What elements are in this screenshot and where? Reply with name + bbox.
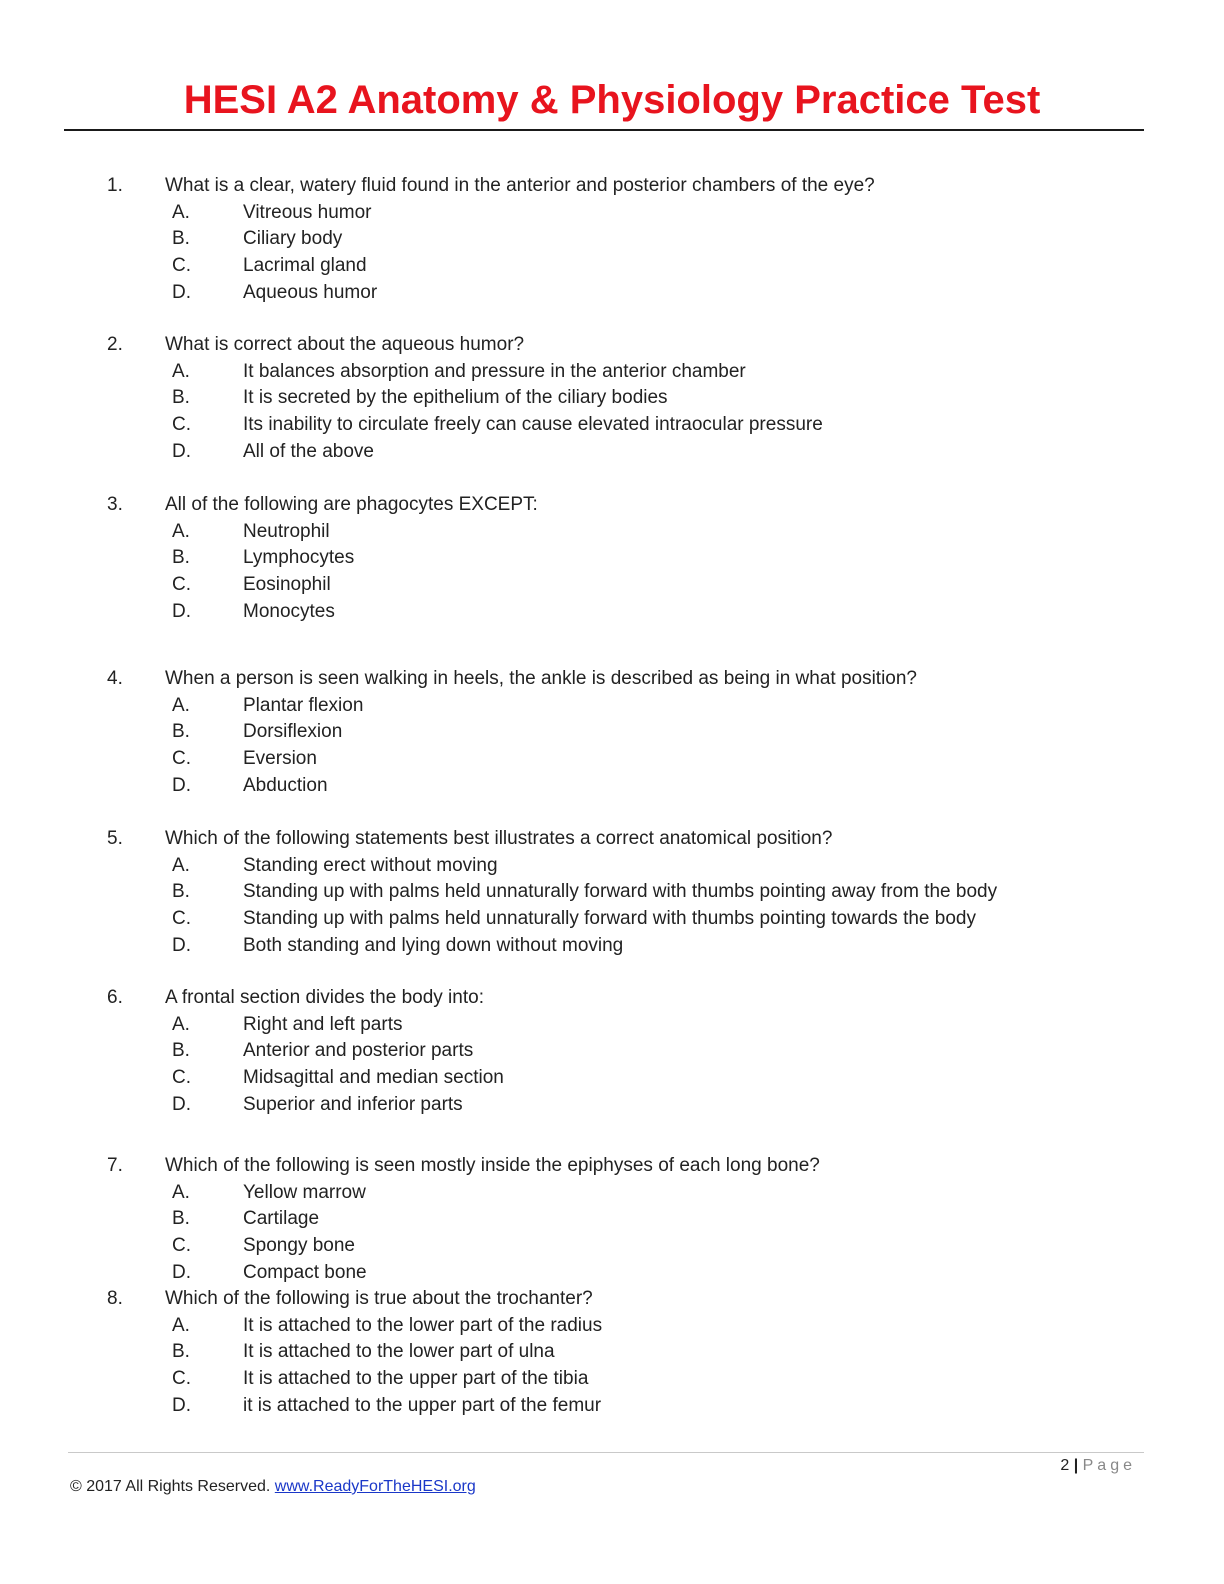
answer-option [0, 1393, 1224, 1420]
question-7 [0, 1153, 1224, 1286]
question-text: When a person is seen walking in heels, the ankle is described as being in what position? [165, 668, 918, 689]
answer-option [0, 1012, 1224, 1039]
option-letter: B. [172, 387, 190, 409]
answer-option [0, 253, 1224, 280]
option-text: Monocytes [243, 600, 335, 622]
option-letter: C. [172, 1368, 191, 1390]
option-text: It is attached to the lower part of ulna [243, 1341, 555, 1363]
option-letter: B. [172, 881, 190, 903]
answer-option [0, 359, 1224, 386]
option-letter: C. [172, 748, 191, 770]
option-letter: C. [172, 414, 191, 436]
option-letter: B. [172, 1341, 190, 1363]
option-letter: D. [172, 1261, 191, 1283]
question-3 [0, 492, 1224, 625]
option-text: Dorsiflexion [243, 721, 343, 743]
page-title: HESI A2 Anatomy & Physiology Practice Test [183, 78, 1041, 122]
question-text: All of the following are phagocytes EXCEPT: [165, 494, 538, 515]
question-2 [0, 332, 1224, 465]
option-text: Aqueous humor [243, 281, 378, 303]
question-number: 5. [107, 828, 123, 849]
question-text: Which of the following is true about the trochanter? [165, 1288, 593, 1309]
question-line [0, 985, 1224, 1012]
option-letter: D. [172, 600, 191, 622]
page-number: 2 [1060, 1457, 1070, 1474]
option-text: Eosinophil [243, 574, 331, 596]
option-letter: C. [172, 574, 191, 596]
option-text: Compact bone [243, 1261, 367, 1283]
question-line [0, 332, 1224, 359]
option-letter: B. [172, 547, 190, 569]
answer-option [0, 412, 1224, 439]
question-number: 8. [107, 1288, 123, 1309]
option-letter: D. [172, 1093, 191, 1115]
question-5 [0, 826, 1224, 959]
option-text: it is attached to the upper part of the femur [243, 1394, 602, 1416]
option-letter: A. [172, 520, 190, 542]
option-letter: B. [172, 1040, 190, 1062]
option-text: Vitreous humor [243, 201, 372, 223]
question-number: 6. [107, 987, 123, 1008]
option-letter: A. [172, 1181, 190, 1203]
option-letter: C. [172, 908, 191, 930]
option-letter: D. [172, 774, 191, 796]
option-letter: B. [172, 1208, 190, 1230]
option-text: Its inability to circulate freely can cause elevated intraocular pressure [243, 414, 823, 436]
option-text: Eversion [243, 748, 317, 770]
title-divider [64, 129, 1144, 131]
option-text: Anterior and posterior parts [243, 1040, 474, 1062]
question-line [0, 173, 1224, 200]
option-letter: A. [172, 360, 190, 382]
option-letter: B. [172, 228, 190, 250]
answer-option [0, 1366, 1224, 1393]
question-6 [0, 985, 1224, 1118]
answer-option [0, 1233, 1224, 1260]
question-text: Which of the following statements best illustrates a correct anatomical position? [165, 828, 833, 849]
footer-divider [68, 1452, 1144, 1453]
answer-option [0, 200, 1224, 227]
option-letter: D. [172, 281, 191, 303]
website-link[interactable]: www.ReadyForTheHESI.org [274, 1478, 476, 1495]
question-8 [0, 1286, 1224, 1419]
answer-option [0, 1038, 1224, 1065]
option-letter: C. [172, 1235, 191, 1257]
question-number: 1. [107, 175, 123, 196]
option-letter: C. [172, 1067, 191, 1089]
answer-option [0, 693, 1224, 720]
option-text: Spongy bone [243, 1235, 355, 1257]
answer-option [0, 280, 1224, 307]
option-letter: A. [172, 1314, 190, 1336]
answer-option [0, 879, 1224, 906]
option-text: Cartilage [243, 1208, 320, 1230]
option-text: Lacrimal gland [243, 255, 367, 277]
question-line [0, 492, 1224, 519]
option-text: Standing up with palms held unnaturally forward with thumbs pointing away from the body [243, 881, 998, 903]
option-text: It is secreted by the epithelium of the ciliary bodies [243, 387, 668, 409]
answer-option [0, 1206, 1224, 1233]
option-text: Both standing and lying down without moving [243, 934, 624, 956]
answer-option [0, 572, 1224, 599]
answer-option [0, 1065, 1224, 1092]
option-letter: D. [172, 440, 191, 462]
question-number: 2. [107, 334, 123, 355]
page-separator: | [1073, 1457, 1079, 1474]
option-text: Standing up with palms held unnaturally forward with thumbs pointing towards the body [243, 908, 976, 930]
answer-option [0, 719, 1224, 746]
answer-option [0, 385, 1224, 412]
option-text: Superior and inferior parts [243, 1093, 463, 1115]
page-label: Page [1082, 1457, 1136, 1474]
answer-option [0, 599, 1224, 626]
question-line [0, 666, 1224, 693]
answer-option [0, 746, 1224, 773]
option-text: Right and left parts [243, 1013, 403, 1035]
answer-option [0, 1260, 1224, 1287]
answer-option [0, 1313, 1224, 1340]
option-text: Standing erect without moving [243, 854, 498, 876]
answer-option [0, 1092, 1224, 1119]
answer-option [0, 1180, 1224, 1207]
answer-option [0, 545, 1224, 572]
question-line [0, 826, 1224, 853]
option-text: Yellow marrow [243, 1181, 366, 1203]
option-text: Neutrophil [243, 520, 330, 542]
answer-option [0, 773, 1224, 800]
question-4 [0, 666, 1224, 799]
option-letter: A. [172, 694, 190, 716]
option-letter: C. [172, 255, 191, 277]
question-number: 3. [107, 494, 123, 515]
question-text: What is correct about the aqueous humor? [165, 334, 525, 355]
option-letter: D. [172, 934, 191, 956]
option-letter: A. [172, 201, 190, 223]
copyright-text: © 2017 All Rights Reserved. [70, 1478, 271, 1495]
answer-option [0, 226, 1224, 253]
option-letter: D. [172, 1394, 191, 1416]
option-text: Plantar flexion [243, 694, 364, 716]
question-text: A frontal section divides the body into: [165, 987, 484, 1008]
option-text: It is attached to the lower part of the radius [243, 1314, 603, 1336]
option-text: It is attached to the upper part of the tibia [243, 1368, 589, 1390]
question-number: 7. [107, 1155, 123, 1176]
option-letter: A. [172, 854, 190, 876]
answer-option [0, 906, 1224, 933]
copyright-footer [70, 1478, 476, 1496]
option-text: Midsagittal and median section [243, 1067, 504, 1089]
option-letter: B. [172, 721, 190, 743]
answer-option [0, 439, 1224, 466]
answer-option [0, 519, 1224, 546]
option-text: Ciliary body [243, 228, 343, 250]
question-text: What is a clear, watery fluid found in the anterior and posterior chambers of the eye? [165, 175, 875, 196]
option-text: Lymphocytes [243, 547, 355, 569]
option-text: Abduction [243, 774, 328, 796]
question-text: Which of the following is seen mostly inside the epiphyses of each long bone? [165, 1155, 820, 1176]
answer-option [0, 853, 1224, 880]
answer-option [0, 933, 1224, 960]
question-line [0, 1286, 1224, 1313]
answer-option [0, 1339, 1224, 1366]
option-text: It balances absorption and pressure in the anterior chamber [243, 360, 746, 382]
question-1 [0, 173, 1224, 306]
page-indicator [1060, 1457, 1136, 1475]
option-letter: A. [172, 1013, 190, 1035]
question-line [0, 1153, 1224, 1180]
option-text: All of the above [243, 440, 374, 462]
question-number: 4. [107, 668, 123, 689]
